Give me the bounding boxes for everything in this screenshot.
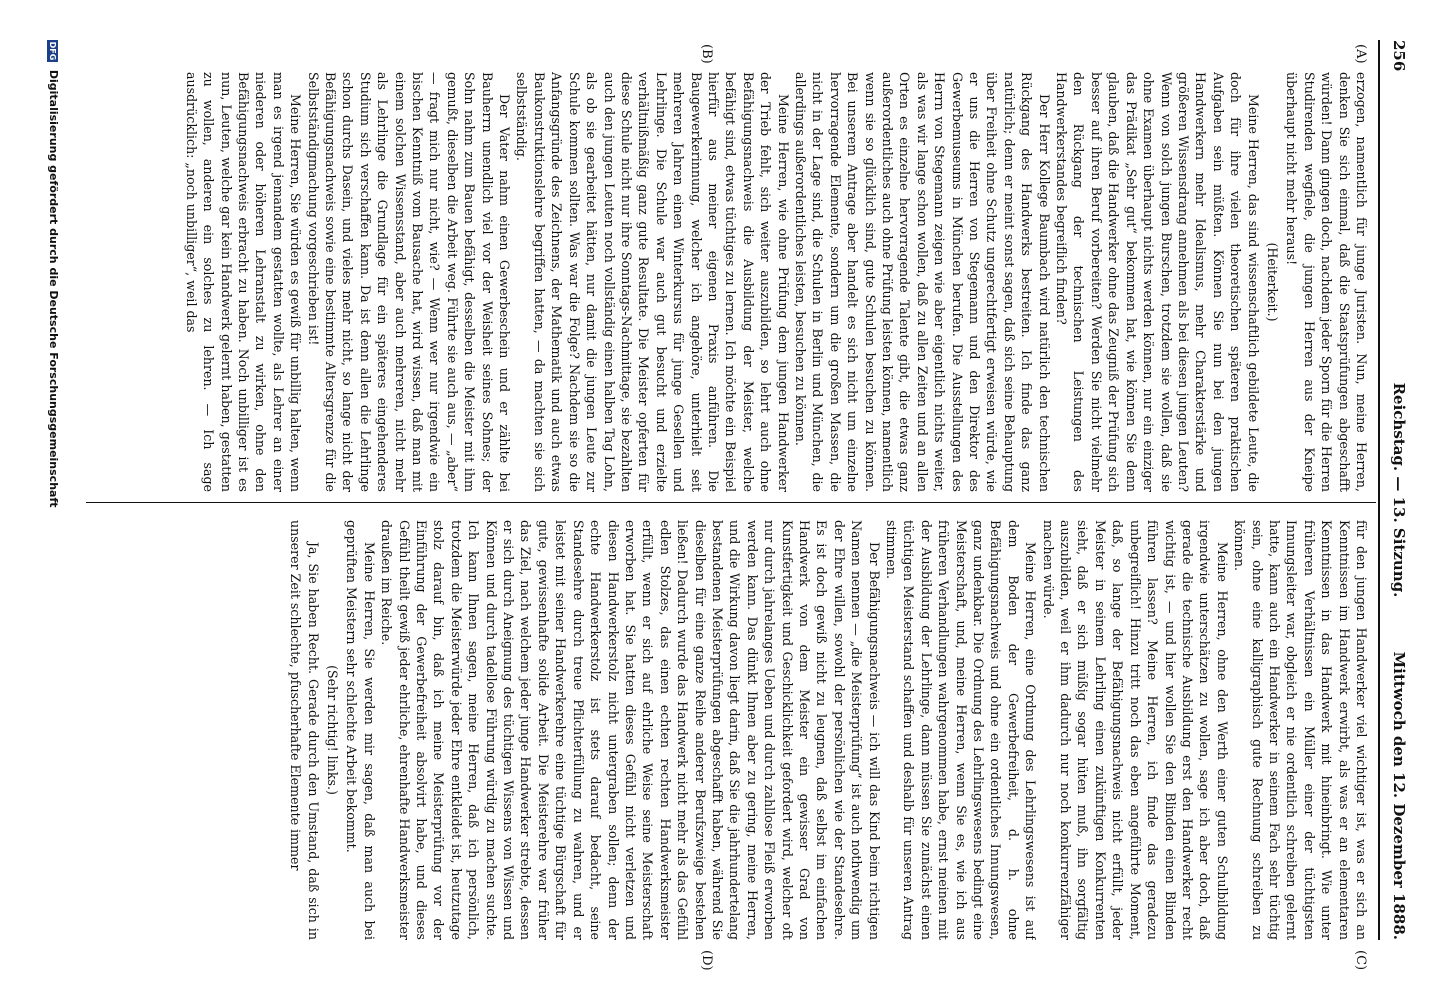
footer-text: Digitalisierung gefördert durch die Deutsche Forschungsgemeinschaft <box>47 69 60 508</box>
paragraph: Meine Herren, das sind wissenschaftlich gebildete Leute, die doch für ihre vielen theoretischen späteren praktischen Aufgaben sein müßten. Können Sie nun bei den jungen Handwerkern mehr Idealismus, mehr Charakterstärke und größeren Wissensdrang annehmen als bei diesen jungen Leuten? Wenn von solch jungen Burschen, trotzdem sie wollen, daß sie ohne Examen überhaupt nichts werden können, nur ein einziger das Prädikat „Sehr gut“ bekommen hat, wie können Sie denn glauben, daß die Handwerker ohne das Zeugniß der Prüfung sich besser auf ihren Beruf vorbereiten? Werden Sie nicht vielmehr den Rückgang der technischen Leistungen des Handwerkerstandes begreiflich finden? <box>1054 72 1261 492</box>
margin-marker-c: (C) <box>1353 950 1368 971</box>
paragraph: erzogen, namentlich für junge Juristen. Nun, meine Herren, denken Sie sich einmal, daß die Staatsprüfungen abgeschafft würden! Dann gingen doch, nachdem jeder Sporn für die Herren Studirenden wegfiele, die jungen Herren aus der Kneipe überhaupt nicht mehr heraus! <box>1284 72 1369 492</box>
right-text-column <box>100 520 1370 940</box>
paragraph: Der Vater nahm einen Gewerbeschein und er zählte bei Bauherrn unendlich viel vor der Weisheit seines Sohnes; der Sohn nahm zum Bauen befähigt, desselben die Meister mit ihm gemußt, dieselben die Arbeit weg. Führte sie auch aus, — „aber“ — fragt mich nur nicht, wie? — Wenn wer nur irgendwie ein bischen Kenntniß vom Bausache hat, wird wissen, daß man mit einem solchen Wissensstand, aber auch mehreren, nicht mehr als Lehrlinge die Grundlage für ein späteres eingehenderes Studium sich verschaffen kann. Da ist denn allen die Lehrlinge schon durchs Dasein, und vieles mehr nicht, so lange nicht der Befähigungsnachweis sowie eine bestimmte Altersgrenze für die Selbstständigmachung vorgeschrieben ist! <box>305 72 513 492</box>
margin-marker-d: (D) <box>699 950 714 971</box>
paragraph: Der Befähigungsnachweis — ich will das Kind beim richtigen Namen nennen — „die Meisterprüfung“ ist auch nothwendig um der Ehre willen, sowohl der persönlichen wie der Standesehre. Es ist doch gewiß nicht zu leugnen, daß selbst im einfachen Handwerk von dem Meister ein gewisser Grad von Kunstfertigkeit und Geschicklichkeit gefordert wird, welcher oft nur durch jahrelanges Ueben und durch zahllose Fleiß erworben werden kann. Das dünkt Ihnen aber zu gering, meine Herren, und die Wirkung davon liegt darin, daß Sie die jahrhundertelang bestandenen Meisterprüfungen abgeschafft haben, während Sie dieselben für eine ganze Reihe anderer Berufszweige bestehen ließen! Dadurch wurde das Handwerk nicht mehr als das Gefühl edlen Stolzes, das einen echten rechten Handwerksmeister erfüllt, wenn er sich auf ehrliche Weise seine Meisterschaft erworben hat. Sie hatten dieses Gefühl nicht verletzen und diesen Handwerkerstolz nicht untergraben sollen; denn der echte Handwerkerstolz ist stets darauf bedacht, seine Standesehre durch treue Pflichterfüllung zu wahren, und er leistet mit seiner Handwerkerehre eine tüchtige Bürgschaft für gute, gewissenhafte solide Arbeit. Die Meisterehre war früher das Ziel, nach welchem jeder junge Handwerker strebte, dessen er sich durch Aneignung des tüchtigen Wissens von Wissen und Können und durch tadellose Führung würdig zu machen suchte. Ich kann Ihnen sagen, meine Herren, daß ich persönlich, trotzdem die Meisterwürde jeder Ehre entkleidet ist, heutzutage stolz darauf bin, daß ich meine Meisterprüfung vor der Einführung der Gewerbefreiheit absolvirt habe, und dieses Gefühl theilt gewiß jeder ehrliche, ehrenhafte Handwerksmeister draußen im Reiche. <box>379 520 882 940</box>
page-header <box>1384 40 1414 940</box>
page-number: 256 <box>1390 40 1408 72</box>
session-date: Mittwoch den 12. Dezember 1888. <box>1390 651 1408 940</box>
digitization-footer <box>47 40 60 940</box>
paragraph: Meine Herren, Sie würden es gewiß für unbillig halten, wenn man es irgend jemandem gestatten wollte, als Lehrer an einer niederen oder höheren Lehranstalt zu wirken, ohne den Befähigungsnachweis erbracht zu haben. Noch unbilliger ist es nun, Leuten, welche gar kein Handwerk gelernt haben, gestatten zu wollen, anderen ein solches zu lehren. — Ich sage ausdrücklich: „noch unbilliger“, weil das <box>183 72 304 492</box>
paragraph: Ja, Sie haben Recht. Gerade durch den Umstand, daß sich in unserer Zeit schlechte, pfuscherhafte Elemente immer <box>288 520 321 940</box>
left-text-column <box>100 72 1370 492</box>
rotated-document-page <box>32 0 1432 1000</box>
paragraph: Meine Herren, wie ohne Prüfung dem jungen Handwerker der Trieb fehlt, sich weiter auszubilden, so lehrt auch ohne Befähigungsnachweis die Ausbildung der Meister, welche befähigt sind, etwas tüchtiges zu lernen. Ich möchte ein Beispiel hierfür aus meiner eigenen Praxis anführen. Die Baugewerkerinnung, welcher ich angehöre, unterhielt seit mehreren Jahren einen Winterkursus für junge Gesellen und Lehrlinge. Die Schule war auch gut besucht und erzielte verhältnißmäßig ganz gute Resultate. Die Meister opferten für diese Schule nicht nur ihre Sonntags-Nachmittage, sie bezahlten auch den jungen Leuten noch vollständig einen halben Tag Lohn, als ob sie gearbeitet hätten, nur damit die jungen Leute zur Schule kommen sollten. Was war die Folge? Nachdem sie so die Anfangsgründe des Zeichnens, der Mathematik und auch etwas Baukonstruktionslehre begriffen hatten, — da machten sie sich selbstständig. <box>514 72 791 492</box>
header-rule <box>1378 40 1380 940</box>
paragraph: für den jungen Handwerker viel wichtiger ist, was er sich an Kenntnissen im Handwerk erwirbt, als was er an elementaren Kenntnissen in das Handwerk mit hineinbringt. Wie unter früheren Verhältnissen ein Müller einer der tüchtigsten Innungsleiter war, obgleich er nie ordentlich schreiben gelernt hatte, kann auch ein Handwerker in seinem Fach sehr tüchtig sein, ohne eine kalligraphisch gute Rechnung schreiben zu können. <box>1232 520 1369 940</box>
session-title: Reichstag. — 13. Sitzung. <box>1390 382 1408 598</box>
dfg-logo-icon: DFG <box>48 41 58 61</box>
paragraph: Meine Herren, Sie werden mir sagen, daß man auch bei geprüften Meistern sehr schlechte Arbeit bekommt. <box>344 520 377 940</box>
column-divider <box>86 502 1376 503</box>
interjection: (Sehr richtig! links.) <box>325 665 341 795</box>
margin-marker-a: (A) <box>1353 44 1368 64</box>
paragraph: Meine Herren, eine Ordnung des Lehrlingswesens ist auf dem Boden der Gewerbefreiheit, d. h. ohne Befähigungsnachweis und ohne ein ordentliches Innungswesen, ganz undenkbar. Die Ordnung des Lehrlingswesens bedingt eine Meisterschaft, und, meine Herren, wenn Sie es, wie ich aus früheren Verhandlungen wahrgenommen habe, ernst meinen mit der Ausbildung der Lehrlinge, dann müssen Sie zunächst einen tüchtigen Meisterstand schaffen und deshalb für unseren Antrag stimmen. <box>884 520 1039 940</box>
paragraph: Der Herr Kollege Baumbach wird natürlich den technischen Rückgang des Handwerks bestreiten. Ich finde das ganz natürlich; denn er meint sonst sagen, daß sich seine Behauptung über Freiheit ohne Schutz ungerechtfertigt erweisen würde, wie er uns die Herren von Stegemann und den Direktor des Gewerbemuseums in München berufen. Die Ausstellungen des Herrn von Stegemann zeigen wie aber eigentlich nichts weiter, als was wir lange schon wollen, daß zu allen Zeiten und an allen Orten es einzelne hervorragende Talente gibt, die etwas ganz außerordentliches auch ohne Prüfung leisten können, namentlich wenn sie so glücklich sind, gute Schulen besuchen zu können. Bei unserem Antrage aber handelt es sich nicht um einzelne hervorragende Elemente, sondern um die großen Massen, die nicht in der Lage sind, die Schulen in Berlin und München, die allerdings außerordentliches leisten, besuchen zu können. <box>793 72 1052 492</box>
margin-marker-b: (B) <box>699 44 714 64</box>
paragraph: Meine Herren, ohne den Werth einer guten Schulbildung irgendwie unterschätzen zu wollen, sage ich aber doch, daß gerade die technische Ausbildung erst den Handwerker recht wichtig ist, — und hier wollen Sie den Blinden einen Blinden führen lassen? Meine Herren, ich finde das geradezu unbegreiflich! Hinzu tritt noch das eben angeführte Moment, daß, so lange der Befähigungsnachweis nicht erfüllt, jeder Meister in seinem Lehrling einen zukünftigen Konkurrenten sieht, daß er sich müßig sogar hüten muß, ihn sorgfältig auszubilden, weil er ihm dadurch nur noch konkurrenzfähiger machen würde. <box>1040 520 1230 940</box>
interjection: (Heiterkeit.) <box>1264 242 1280 322</box>
